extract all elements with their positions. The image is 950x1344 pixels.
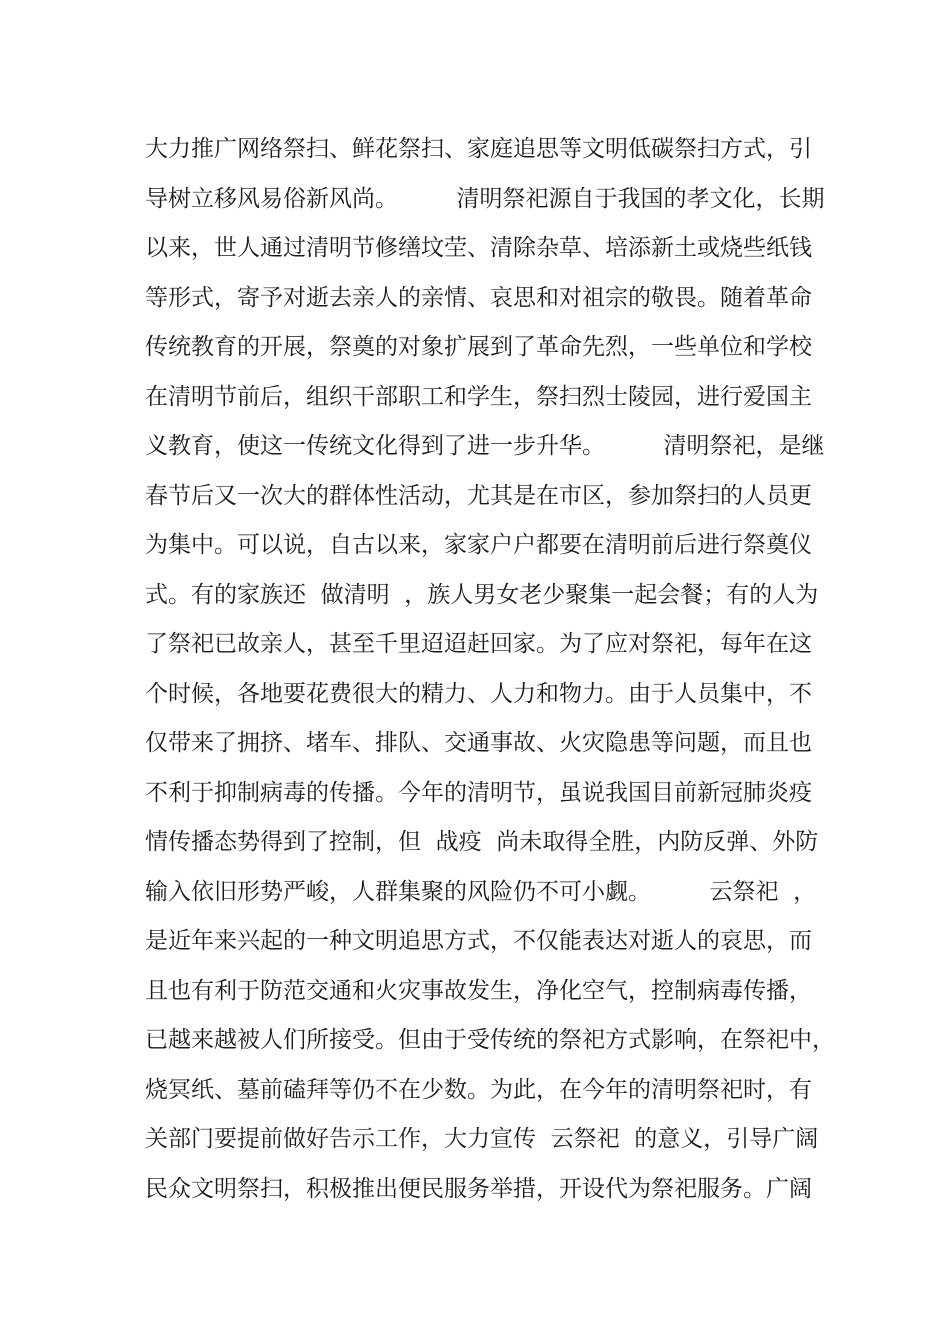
text-line: 不利于抑制病毒的传播。今年的清明节，虽说我国目前新冠肺炎疫 bbox=[145, 779, 812, 806]
text-line: 义教育，使这一传统文化得到了进一步升华。 清明祭祀，是继 bbox=[145, 433, 825, 459]
text-line: 等形式，寄予对逝去亲人的亲情、哀思和对祖宗的敬畏。随着革命 bbox=[145, 284, 812, 311]
text-line: 为集中。可以说，自古以来，家家户户都要在清明前后进行祭奠仪 bbox=[145, 532, 812, 558]
text-line: 式。有的家族还 做清明 ，族人男女老少聚集一起会餐；有的人为 bbox=[145, 581, 819, 608]
text-line: 仅带来了拥挤、堵车、排队、交通事故、火灾隐患等问题，而且也 bbox=[145, 730, 812, 756]
text-line: 民众文明祭扫，积极推出便民服务举措，开设代为祭祀服务。广阔 bbox=[145, 1175, 812, 1202]
text-line: 关部门要提前做好告示工作，大力宣传 云祭祀 的意义，引导广阔 bbox=[145, 1126, 819, 1152]
text-line: 情传播态势得到了控制，但 战疫 尚未取得全胜，内防反弹、外防 bbox=[145, 829, 819, 855]
text-line: 以来，世人通过清明节修缮坟茔、清除杂草、培添新土或烧些纸钱 bbox=[145, 235, 812, 261]
text-line: 了祭祀已故亲人，甚至千里迢迢赶回家。为了应对祭祀，每年在这 bbox=[145, 631, 812, 657]
text-line: 是近年来兴起的一种文明追思方式，不仅能表达对逝人的哀思，而 bbox=[145, 928, 812, 954]
text-line: 输入依旧形势严峻，人群集聚的风险仍不可小觑。 云祭祀 ， bbox=[145, 878, 817, 905]
text-line: 大力推广网络祭扫、鲜花祭扫、家庭追思等文明低碳祭扫方式，引 bbox=[145, 136, 812, 162]
text-line: 烧冥纸、墓前磕拜等仍不在少数。为此，在今年的清明祭祀时，有 bbox=[145, 1076, 812, 1103]
text-line: 已越来越被人们所接受。但由于受传统的祭祀方式影响，在祭祀中， bbox=[145, 1027, 835, 1053]
text-line: 春节后又一次大的群体性活动，尤其是在市区，参加祭扫的人员更 bbox=[145, 482, 812, 509]
text-line: 个时候，各地要花费很大的精力、人力和物力。由于人员集中，不 bbox=[145, 680, 812, 707]
text-line: 导树立移风易俗新风尚。 清明祭祀源自于我国的孝文化，长期 bbox=[145, 185, 825, 212]
text-line: 传统教育的开展，祭奠的对象扩展到了革命先烈，一些单位和学校 bbox=[145, 334, 812, 360]
text-line: 且也有利于防范交通和火灾事故发生，净化空气，控制病毒传播， bbox=[145, 977, 812, 1004]
text-line: 在清明节前后，组织干部职工和学生，祭扫烈士陵园，进行爱国主 bbox=[145, 383, 812, 410]
body-text bbox=[145, 125, 835, 1214]
